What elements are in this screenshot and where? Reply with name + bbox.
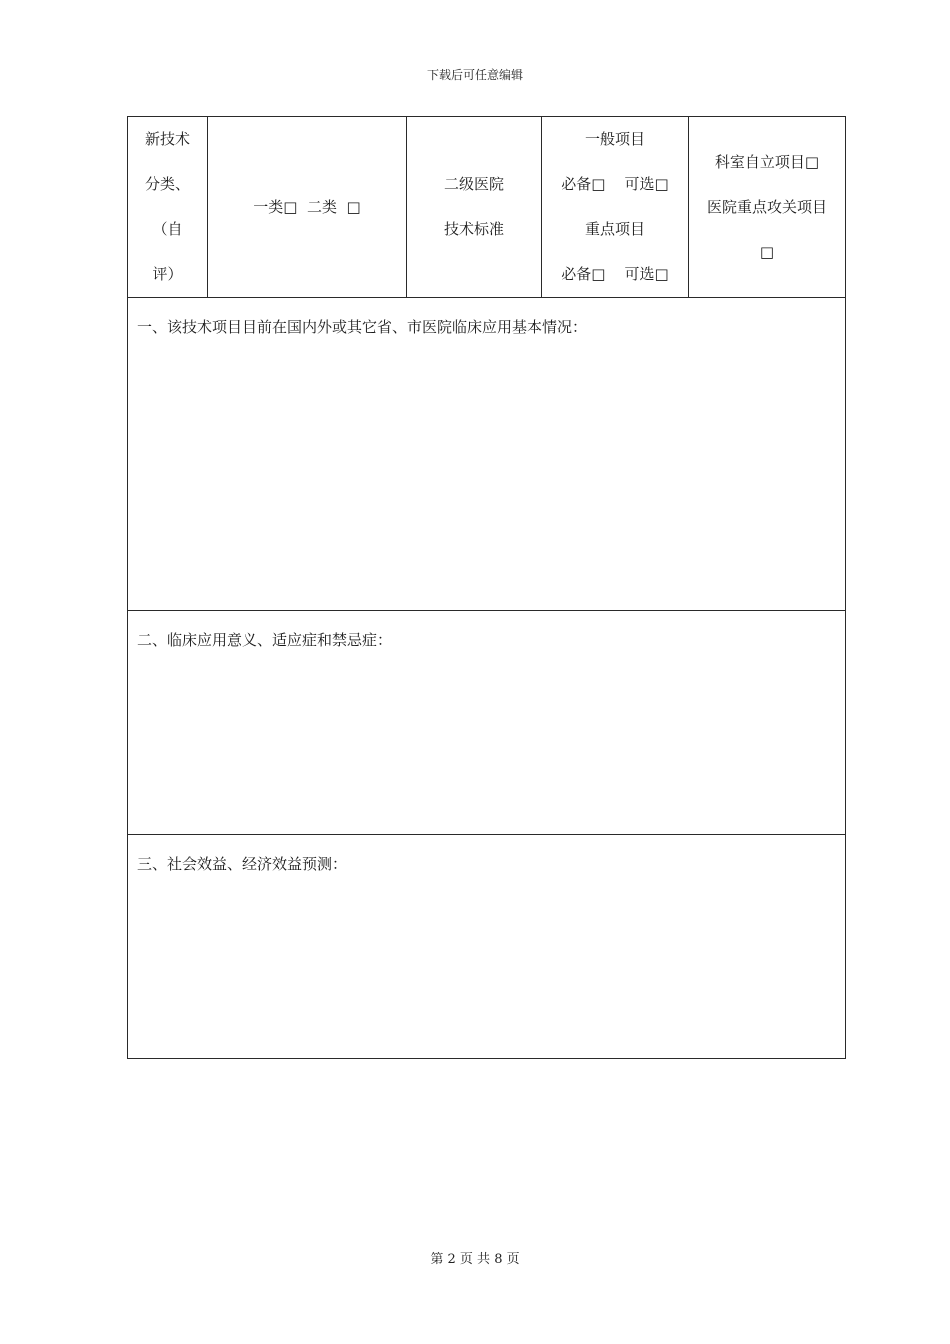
section-1-cell[interactable]: [128, 298, 846, 611]
classification-row: [128, 117, 846, 298]
category-label-cell: [128, 117, 208, 298]
hospital-key-project-checkbox[interactable]: □: [759, 242, 775, 261]
section-2-title: 二、临床应用意义、适应症和禁忌症：: [137, 631, 393, 649]
key-project-label: 重点项目: [584, 220, 645, 238]
page-header: 下载后可任意编辑: [426, 68, 523, 82]
section-row: [128, 835, 846, 1059]
category-options-cell[interactable]: [208, 117, 407, 298]
category-label-line: 评）: [152, 265, 183, 283]
standard-label-line: 二级医院: [443, 175, 504, 193]
category-label-line: 分类、: [144, 175, 190, 193]
general-project-checkboxes[interactable]: 必备□ 可选□: [561, 175, 669, 193]
category-checkboxes[interactable]: 一类□ 二类 □: [253, 197, 361, 216]
hospital-key-project-label: 医院重点攻关项目: [706, 197, 827, 216]
section-row: [128, 611, 846, 835]
page-footer: 第 2 页 共 8 页: [430, 1252, 520, 1267]
project-source-cell[interactable]: [689, 117, 846, 298]
section-1-title: 一、该技术项目目前在国内外或其它省、市医院临床应用基本情况：: [137, 318, 588, 336]
section-row: [128, 298, 846, 611]
standard-label-line: 技术标准: [443, 220, 504, 238]
standard-label-cell: [407, 117, 542, 298]
general-project-label: 一般项目: [584, 130, 645, 148]
key-project-checkboxes[interactable]: 必备□ 可选□: [561, 265, 669, 283]
section-2-cell[interactable]: [128, 611, 846, 835]
project-options-cell[interactable]: [542, 117, 689, 298]
application-form-table: [127, 116, 846, 1059]
dept-project-checkbox[interactable]: 科室自立项目□: [714, 152, 820, 171]
section-3-title: 三、社会效益、经济效益预测：: [137, 855, 348, 873]
category-label-line: 新技术: [144, 130, 190, 148]
category-label-line: （自: [152, 220, 183, 238]
section-3-cell[interactable]: [128, 835, 846, 1059]
